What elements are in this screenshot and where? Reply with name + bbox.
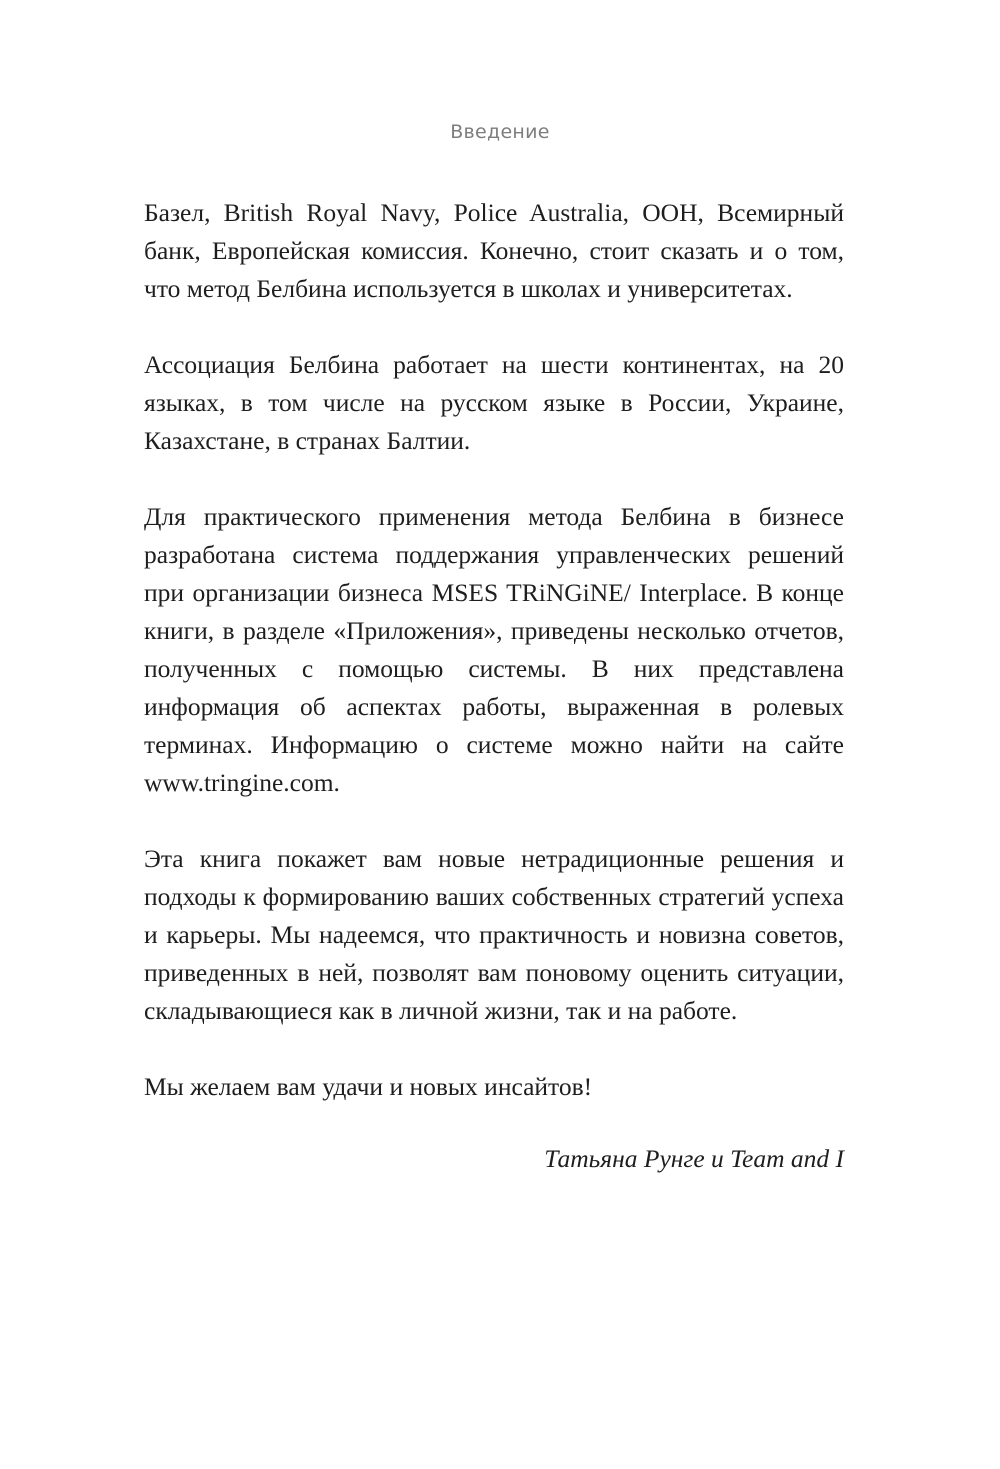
paragraph-3: Для практического применения метода Белбина в бизнесе разработана система поддержания управленческих решений при организации бизнеса MSES TRiNGiNE/ Interplace. В конце книги, в разделе «Приложения», приведены несколько отчетов, полученных с помощью системы. В них представлена информация об аспектах работы, выраженная в ролевых терминах. Информацию о системе можно найти на сайте www.tringine.com. <box>144 502 844 797</box>
author-signature: Татьяна Рунге и Team and I <box>544 1144 844 1173</box>
paragraph-5: Мы желаем вам удачи и новых инсайтов! <box>144 1072 593 1101</box>
page-body <box>144 194 844 1178</box>
paragraph-4: Эта книга покажет вам новые нетрадиционные решения и подходы к формированию ваших собственных стратегий успеха и карьеры. Мы надеемся, что практичность и новизна советов, приведенных в ней, позволят вам поновому оценить ситуации, складывающиеся как в личной жизни, так и на работе. <box>144 844 844 1025</box>
running-title: Введение <box>450 121 550 143</box>
paragraph-2: Ассоциация Белбина работает на шести континентах, на 20 языках, в том числе на русском языке в России, Украине, Казахстане, в странах Балтии. <box>144 350 844 455</box>
paragraph-1: Базел, British Royal Navy, Police Australia, ООН, Всемирный банк, Европейская комиссия. Конечно, стоит сказать и о том, что метод Белбина используется в школах и университетах. <box>144 198 844 303</box>
